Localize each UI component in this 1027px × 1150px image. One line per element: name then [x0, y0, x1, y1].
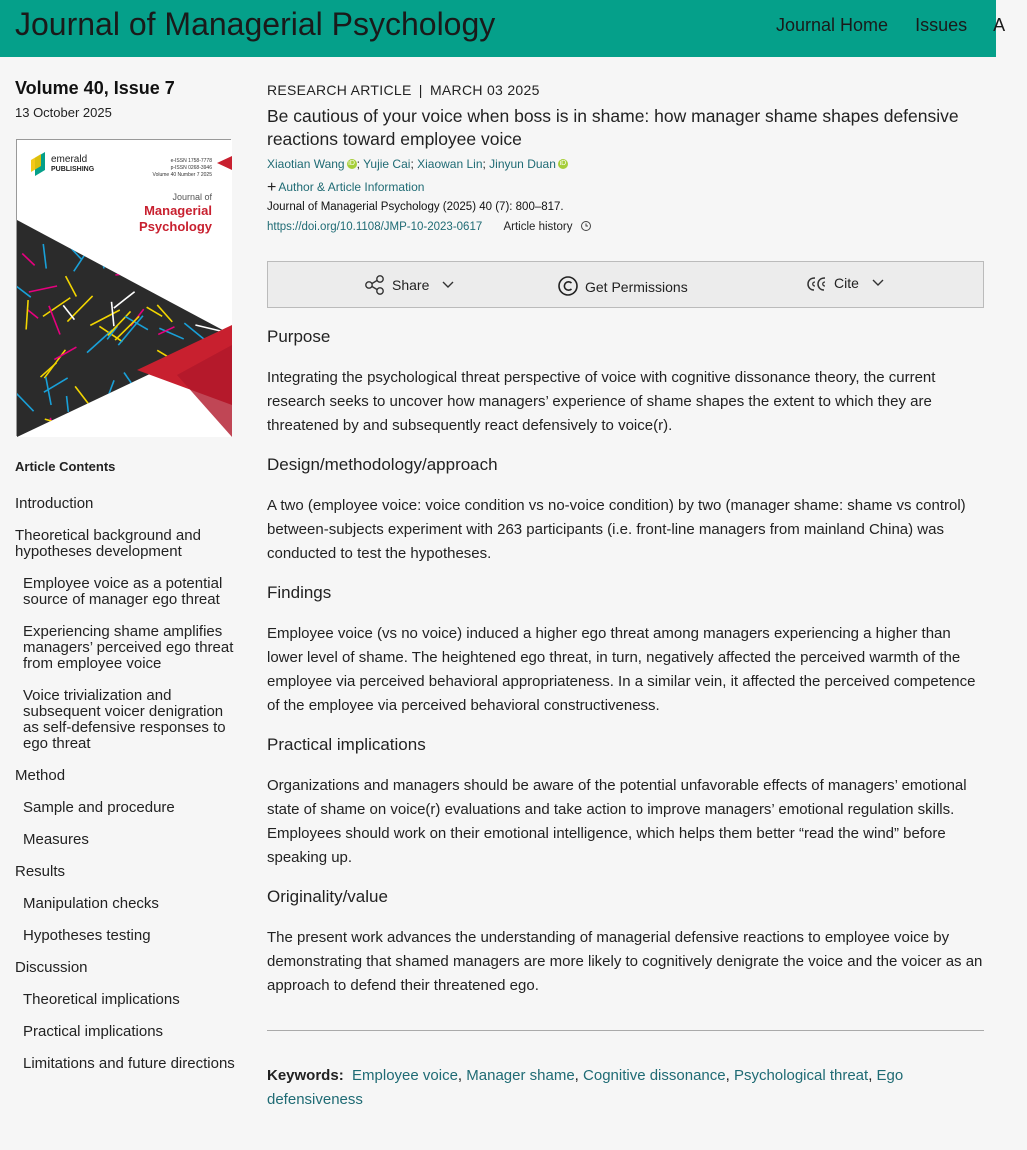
article-type: RESEARCH ARTICLE [267, 82, 412, 98]
section-heading-purpose: Purpose [267, 327, 331, 346]
keyword-link[interactable]: Ego defensiveness [267, 1067, 904, 1108]
plus-icon: + [267, 179, 277, 196]
toc-item[interactable]: Sample and procedure [23, 799, 175, 816]
article-contents-title: Article Contents [15, 459, 116, 474]
article-title: Be cautious of your voice when boss is in shame: how manager shame shapes defensive reactions toward employee voice [267, 106, 959, 149]
section-text-design: A two (employee voice: voice condition vs no-voice condition) by two (manager shame: shame vs control) between-subjects experiment with 263 participants (i.e. front-line managers from mainland China) was conducted to test the hypotheses. [267, 497, 966, 562]
divider [267, 1030, 984, 1031]
issue-date: 13 October 2025 [15, 105, 112, 120]
nav-issues[interactable]: Issues [915, 15, 968, 35]
sidebar [15, 78, 235, 1072]
orcid-icon[interactable]: iD [348, 160, 355, 167]
share-label: Share [392, 277, 430, 293]
toc-item[interactable]: Practical implications [23, 1023, 164, 1040]
toc-item[interactable]: Hypotheses testing [23, 927, 151, 944]
top-bar [0, 0, 1006, 57]
nav-more[interactable]: A [993, 15, 1006, 35]
toc-item[interactable]: Method [15, 767, 66, 784]
toc-item[interactable]: Results [15, 863, 66, 880]
share-button[interactable] [364, 275, 461, 295]
cover-eissn: e-ISSN 1758-7778 [170, 158, 212, 164]
toc-item[interactable]: Manipulation checks [23, 895, 159, 912]
copyright-icon [557, 275, 579, 297]
toc-item[interactable]: Limitations and future directions [23, 1055, 235, 1072]
article-history-link[interactable] [503, 221, 591, 233]
toc-item[interactable]: Discussion [15, 959, 88, 976]
article-toolbar [267, 261, 984, 308]
section-heading-design: Design/methodology/approach [267, 455, 498, 474]
get-permissions-button[interactable] [557, 275, 688, 297]
quote-icon [806, 275, 828, 293]
author-link[interactable]: Yujie Cai [363, 157, 411, 171]
keyword-link[interactable]: Employee voice [352, 1067, 458, 1084]
toc-item[interactable]: Theoretical background and hypotheses development [15, 527, 201, 560]
author-link[interactable]: Xiaotian Wang [267, 157, 345, 171]
table-of-contents [15, 496, 240, 1072]
toc-item[interactable]: Introduction [15, 495, 94, 512]
section-heading-originality: Originality/value [267, 887, 388, 906]
get-permissions-label: Get Permissions [585, 279, 688, 295]
share-icon [364, 275, 386, 295]
toc-item[interactable]: Employee voice as a potential source of manager ego threat [23, 575, 223, 608]
orcid-icon[interactable]: iD [559, 160, 567, 167]
cite-button[interactable] [806, 275, 891, 293]
cover-volume-line: Volume 40 Number 7 2025 [152, 172, 212, 178]
cover-publisher-2: PUBLISHING [51, 166, 95, 173]
author-list: Xiaotian Wang iD ; Yujie Cai; Xiaowan Lin; Jinyun Duan iD [267, 157, 567, 171]
cover-artwork [17, 140, 232, 437]
cite-label: Cite [834, 275, 859, 291]
doi-link[interactable]: https://doi.org/10.1108/JMP-10-2023-0617 [267, 221, 483, 233]
history-icon [580, 220, 592, 232]
cover-title-2: Psychology [139, 219, 212, 234]
section-text-originality: The present work advances the understanding of managerial defensive reactions to employee voice by demonstrating that shamed managers are more likely to cognitively denigrate the voice and the voicer as an approach to defend their threatened ego. [267, 929, 983, 994]
keyword-link[interactable]: Cognitive dissonance [583, 1067, 726, 1084]
cover-journal-of: Journal of [172, 192, 212, 202]
article-date: MARCH 03 2025 [429, 82, 540, 98]
author-info-toggle[interactable] [267, 179, 984, 197]
section-text-purpose: Integrating the psychological threat perspective of voice with cognitive dissonance theory, the current research seeks to uncover how managers’ experience of shame shapes the extent to which they are threatened by and subsequently react defensively to voice(r). [267, 369, 936, 434]
author-info-label: Author & Article Information [278, 180, 425, 194]
author-link[interactable]: Jinyun Duan [489, 157, 556, 171]
keyword-link[interactable]: Psychological threat [733, 1067, 869, 1084]
journal-title[interactable]: Journal of Managerial Psychology [15, 6, 496, 42]
article-history-label: Article history [503, 221, 573, 233]
section-text-findings: Employee voice (vs no voice) induced a higher ego threat among managers experiencing a higher than lower level of shame. The heightened ego threat, in turn, negatively affected the perceived warmth of the employee via perceived behavioral appropriateness. In a similar vein, it affected the perceived competence of the employee via perceived behavioral constructiveness. [267, 625, 976, 714]
section-text-practical: Organizations and managers should be aware of the potential unfavorable effects of managers’ emotional state of shame on voice(r) evaluations and take action to improve managers’ emotional regulation skills. Employees should work on their emotional intelligence, which helps them better “read the wind” before speaking up. [267, 777, 967, 866]
abstract-sections [267, 327, 984, 1112]
toc-item[interactable]: Experiencing shame amplifies managers’ perceived ego threat from employee voice [23, 623, 234, 672]
chevron-down-icon [441, 280, 455, 290]
journal-cover[interactable] [16, 139, 231, 436]
doi-row [267, 220, 984, 233]
cover-publisher-1: emerald [51, 154, 88, 165]
keywords: Keywords: Employee voice, Manager shame, Cognitive dissonance, Psychological threat, Ego defensiveness [267, 1067, 904, 1108]
top-nav [776, 15, 1027, 36]
cover-title-1: Managerial [144, 203, 212, 218]
chevron-down-icon [871, 278, 885, 288]
citation-line: Journal of Managerial Psychology (2025) 40 (7): 800–817. [267, 201, 564, 213]
section-heading-practical: Practical implications [267, 735, 426, 754]
issue-volume[interactable]: Volume 40, Issue 7 [15, 78, 175, 98]
keywords-label: Keywords: [267, 1067, 344, 1084]
article-main [267, 82, 984, 1108]
keyword-link[interactable]: Manager shame [466, 1067, 575, 1084]
cover-pissn: p-ISSN 0268-3946 [170, 165, 212, 171]
toc-item[interactable]: Measures [23, 831, 89, 848]
meta-separator: | [418, 82, 423, 98]
toc-item[interactable]: Voice trivialization and subsequent voicer denigration as self-defensive responses to ego threat [23, 687, 226, 752]
author-link[interactable]: Xiaowan Lin [417, 157, 483, 171]
toc-item[interactable]: Theoretical implications [23, 991, 180, 1008]
nav-journal-home[interactable]: Journal Home [776, 15, 889, 35]
section-heading-findings: Findings [267, 583, 332, 602]
article-meta-line [267, 82, 984, 98]
